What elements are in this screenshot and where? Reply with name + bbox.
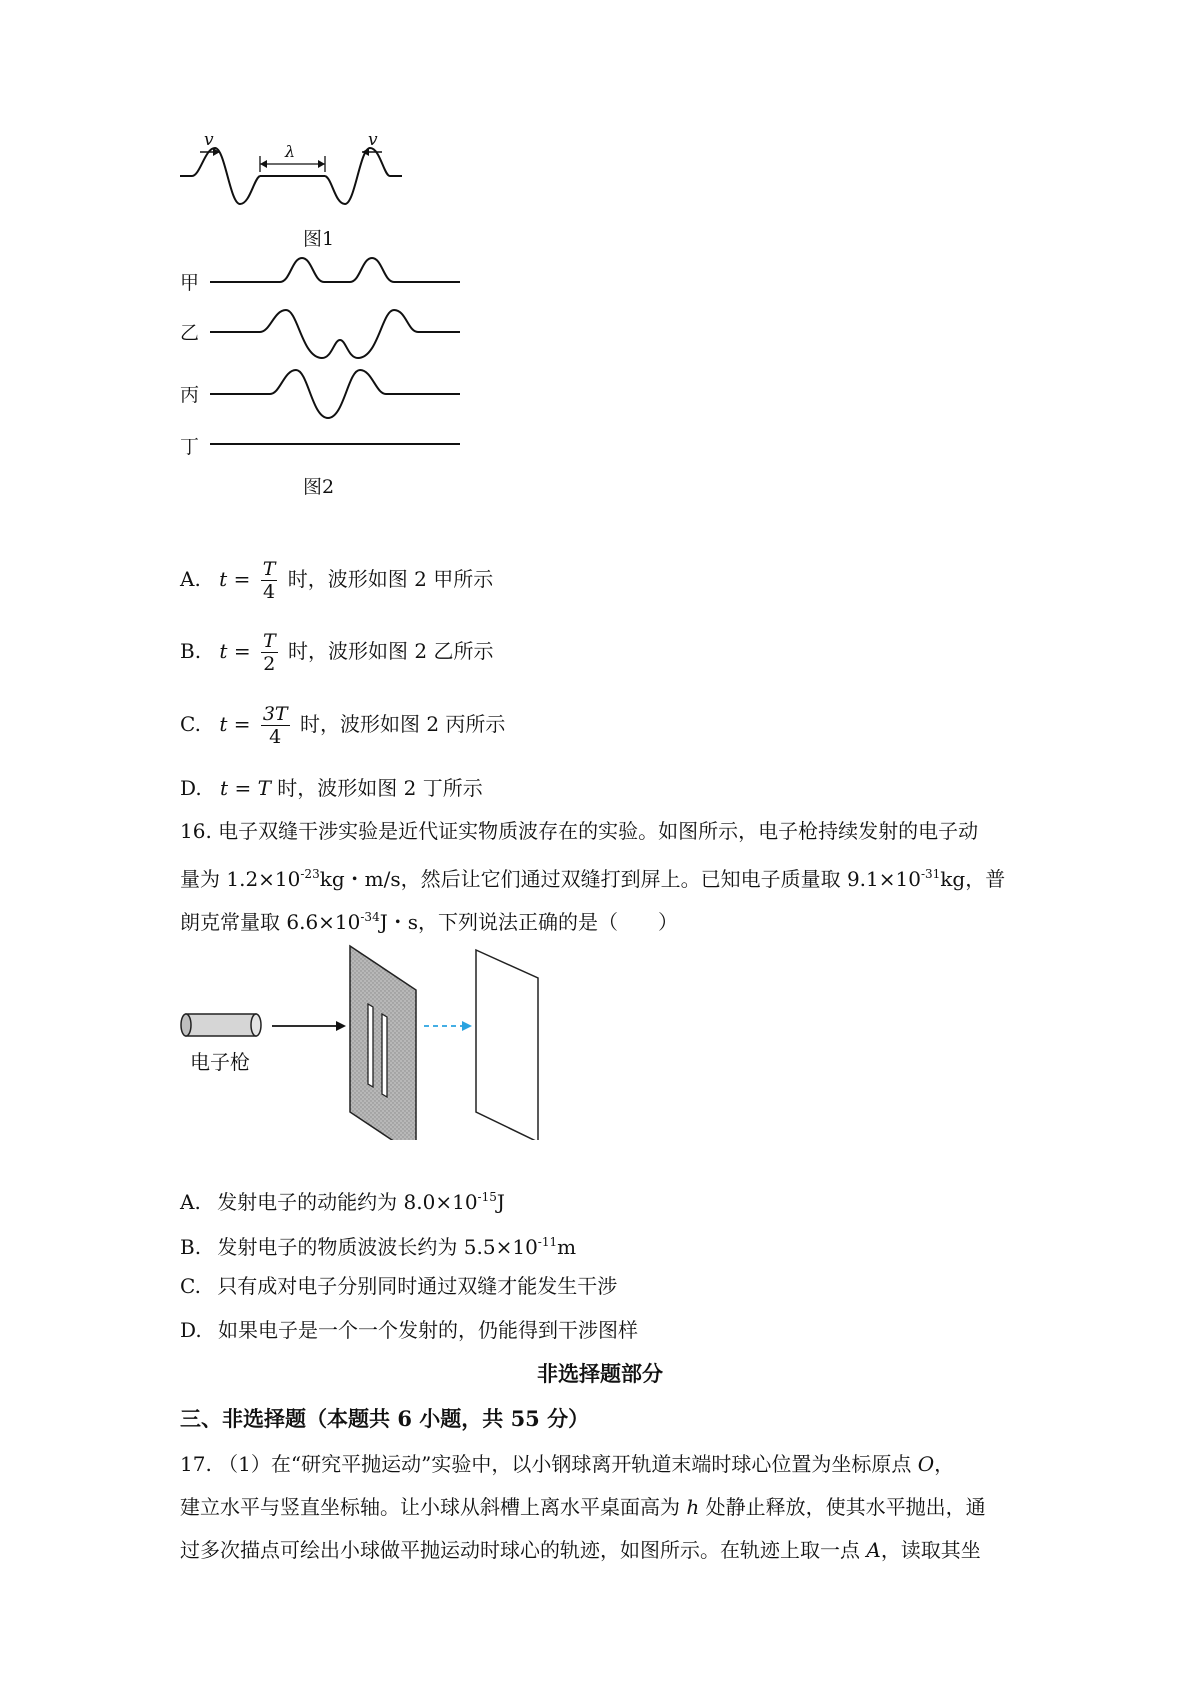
equals-sign: =	[233, 639, 251, 663]
option-text: 只有成对电子分别同时通过双缝才能发生干涉	[217, 1274, 618, 1298]
q16-line-3-text-b: J・s，下列说法正确的是（ ）	[379, 910, 678, 934]
exponent: -34	[360, 910, 380, 924]
unit: J	[496, 1190, 505, 1214]
unit: m	[557, 1235, 577, 1259]
q17-line-2	[180, 1493, 986, 1521]
total-score: 55	[510, 1406, 540, 1431]
exponent: -11	[537, 1235, 558, 1249]
q17-line-3	[180, 1536, 981, 1564]
fraction-den: 4	[263, 581, 276, 603]
fraction	[261, 558, 278, 603]
period-var: T	[257, 776, 271, 800]
q17-line-3-text-b: ，读取其坐	[880, 1538, 981, 1562]
fraction	[261, 630, 278, 675]
q16-option-d	[180, 1316, 638, 1344]
figure-1-waves	[180, 138, 420, 208]
electron-gun-label: 电子枪	[190, 1050, 250, 1074]
q16-line-2-text-a: 量为 1.2×10	[180, 867, 301, 891]
option-letter: A.	[180, 567, 201, 591]
figure-1-caption: 图1	[303, 228, 335, 250]
option-letter: B.	[180, 1235, 202, 1259]
option-letter: C.	[180, 1274, 201, 1298]
q16-line-1: 16. 电子双缝干涉实验是近代证实物质波存在的实验。如图所示，电子枪持续发射的电子动	[180, 819, 979, 843]
question-count: 6	[397, 1406, 412, 1431]
q16-line-3	[180, 903, 678, 936]
section-heading-text-a: 三、非选择题（本题共	[180, 1406, 398, 1431]
option-text: 时，波形如图 2 丁所示	[277, 776, 483, 800]
section-heading-text-b: 小题，共	[411, 1406, 511, 1431]
q16-option-a	[180, 1183, 505, 1216]
option-text: 发射电子的动能约为 8.0×10	[217, 1190, 478, 1214]
q17-line-2-text-a: 建立水平与竖直坐标轴。让小球从斜槽上离水平桌面高为	[180, 1495, 687, 1519]
fraction-num: 3T	[262, 703, 288, 725]
exponent: -31	[920, 867, 941, 881]
option-letter: C.	[180, 712, 201, 736]
q15-option-d	[180, 774, 483, 802]
option-letter: B.	[180, 639, 202, 663]
option-text: 时，波形如图 2 乙所示	[288, 639, 494, 663]
q17-line-2-text-b: 处静止释放，使其水平抛出，通	[699, 1495, 986, 1519]
figure-1-v-left: v	[204, 130, 214, 150]
figure-1	[180, 130, 420, 238]
q15-option-c	[180, 703, 505, 748]
time-var: t	[220, 776, 229, 800]
q16-option-b	[180, 1228, 576, 1261]
point-var: A	[866, 1538, 881, 1562]
figure-2-row-label-bing: 丙	[180, 384, 200, 406]
section-heading-text-c: 分）	[539, 1406, 590, 1431]
fraction	[261, 703, 290, 748]
q16-line-2	[180, 860, 1005, 893]
q17-line-1-text-b: ，	[934, 1452, 955, 1476]
figure-1-lambda: λ	[285, 142, 296, 161]
exponent: -15	[477, 1190, 497, 1204]
option-letter: A.	[180, 1190, 201, 1214]
option-letter: D.	[180, 1318, 202, 1342]
exponent: -23	[300, 867, 320, 881]
figure-2-caption: 图2	[303, 476, 335, 498]
figure-2-row-label-yi: 乙	[180, 322, 200, 344]
time-var: t	[219, 712, 228, 736]
q16-line-2-text-b: kg・m/s，然后让它们通过双缝打到屏上。已知电子质量取 9.1×10	[319, 867, 921, 891]
option-text: 时，波形如图 2 丙所示	[299, 712, 506, 736]
fraction-num: T	[262, 630, 276, 652]
q17-line-1	[180, 1450, 954, 1478]
section-heading	[180, 1405, 589, 1433]
option-text: 时，波形如图 2 甲所示	[287, 567, 494, 591]
figure-2-row-label-jia: 甲	[180, 272, 200, 294]
q17-line-3-text-a: 过多次描点可绘出小球做平抛运动时球心的轨迹，如图所示。在轨迹上取一点	[180, 1538, 867, 1562]
option-text: 发射电子的物质波波长约为 5.5×10	[217, 1235, 538, 1259]
q15-option-a	[180, 558, 493, 603]
equals-sign: =	[233, 567, 251, 591]
option-text: 如果电子是一个一个发射的，仍能得到干涉图样	[218, 1318, 639, 1342]
q17-line-1-text-a: 17. （1）在“研究平抛运动”实验中，以小钢球离开轨道末端时球心位置为坐标原点	[180, 1452, 918, 1476]
height-var: h	[686, 1495, 700, 1519]
double-slit-diagram	[180, 940, 560, 1140]
fraction-num: T	[262, 558, 276, 580]
time-var: t	[219, 567, 228, 591]
time-var: t	[219, 639, 228, 663]
figure-2-row-label-ding: 丁	[180, 436, 200, 458]
q16-line-2-text-c: kg，普	[940, 867, 1006, 891]
option-letter: D.	[180, 776, 202, 800]
q16-option-c	[180, 1272, 617, 1300]
q16-line-3-text-a: 朗克常量取 6.6×10	[180, 910, 361, 934]
q15-option-b	[180, 630, 493, 675]
fraction-den: 4	[269, 726, 282, 748]
equals-sign: =	[234, 776, 252, 800]
figure-2-waves	[210, 250, 480, 480]
fraction-den: 2	[263, 653, 276, 675]
equals-sign: =	[233, 712, 251, 736]
double-slit-figure	[180, 940, 560, 1140]
figure-1-v-right: v	[368, 130, 378, 150]
section-title: 非选择题部分	[537, 1361, 663, 1386]
origin-var: O	[917, 1452, 935, 1476]
figure-2	[180, 250, 480, 500]
